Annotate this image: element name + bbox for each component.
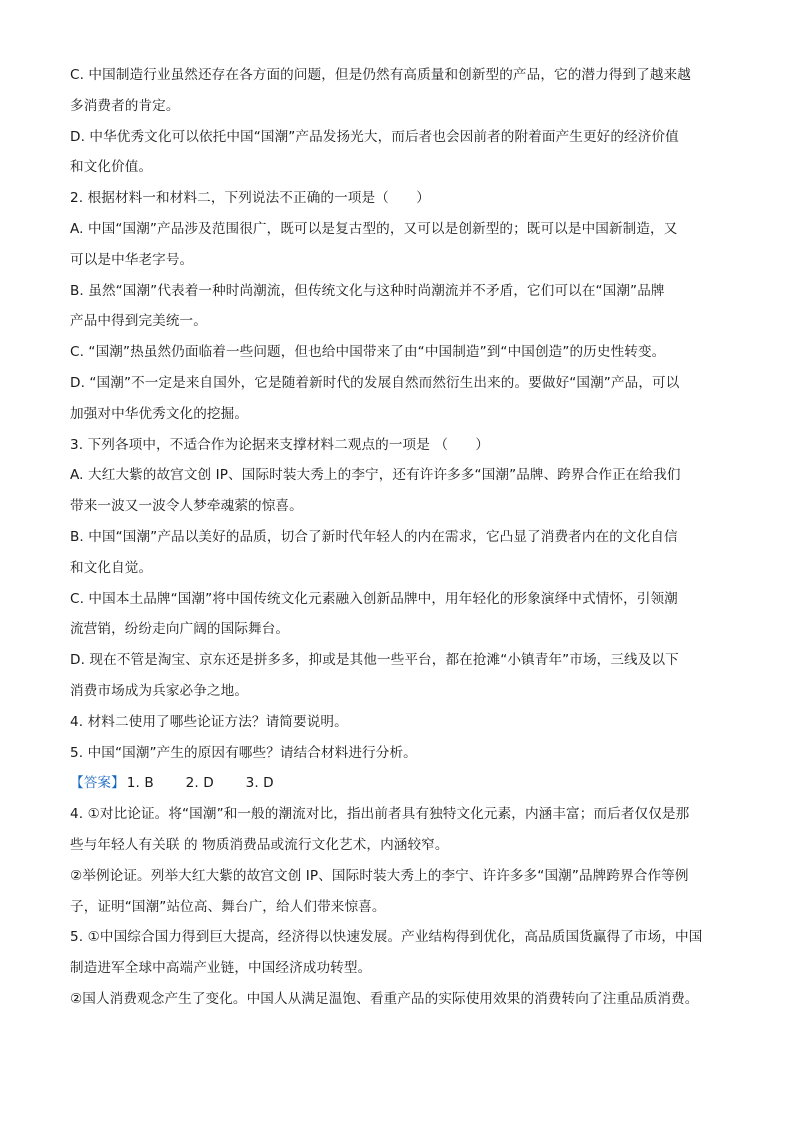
text-line: 消费市场成为兵家必争之地。 — [70, 682, 249, 699]
question-line: 2. 根据材料一和材料二，下列说法不正确的一项是（ ） — [70, 190, 430, 207]
text-line: B. 虽然“国潮”代表着一种时尚潮流，但传统文化与这种时尚潮流并不矛盾，它们可以在“国潮”品牌 — [70, 282, 665, 299]
text-line: 多消费者的肯定。 — [70, 97, 180, 114]
question-line: 4. 材料二使用了哪些论证方法？请简要说明。 — [70, 713, 348, 730]
text-line: D. “国潮”不一定是来自国外，它是随着新时代的发展自然而然衍生出来的。要做好“国潮”产品，可以 — [70, 374, 680, 391]
answer-text-line: 4. ①对比论证。将“国潮”和一般的潮流对比，指出前者具有独特文化元素，内涵丰富；而后者仅仅是那 — [70, 806, 690, 823]
answer-value: 1. B 2. D 3. D — [126, 775, 274, 792]
text-line: C. “国潮”热虽然仍面临着一些问题，但也给中国带来了由“中国制造”到“中国创造”的历史性转变。 — [70, 344, 666, 361]
answer-line — [70, 768, 720, 799]
answer-text-line: ②国人消费观念产生了变化。中国人从满足温饱、看重产品的实际使用效果的消费转向了注重品质消费。 — [70, 990, 699, 1007]
text-line: 和文化价值。 — [70, 159, 153, 176]
document-page — [70, 60, 720, 1015]
answer-text-line: 子，证明“国潮”站位高、舞台广，给人们带来惊喜。 — [70, 898, 386, 915]
text-line: C. 中国制造行业虽然还存在各方面的问题，但是仍然有高质量和创新型的产品，它的潜力得到了越来越 — [70, 67, 691, 83]
text-line: 和文化自觉。 — [70, 559, 153, 576]
text-line: C. 中国本土品牌“国潮”将中国传统文化元素融入创新品牌中，用年轻化的形象演绎中式情怀，引领潮 — [70, 590, 678, 607]
text-line: 加强对中华优秀文化的挖掘。 — [70, 405, 249, 422]
answer-text-line: 些与年轻人有关联 的 物质消费品或流行文化艺术，内涵较窄。 — [70, 836, 449, 853]
question-line: 5. 中国“国潮”产生的原因有哪些？请结合材料进行分析。 — [70, 744, 417, 761]
text-line: B. 中国“国潮”产品以美好的品质，切合了新时代年轻人的内在需求，它凸显了消费者内在的文化自信 — [70, 528, 678, 545]
text-line: D. 现在不管是淘宝、京东还是拼多多，抑或是其他一些平台，都在抢滩“小镇青年”市场，三线及以下 — [70, 652, 679, 669]
text-line: 可以是中华老字号。 — [70, 251, 194, 268]
text-line: A. 中国“国潮”产品涉及范围很广，既可以是复古型的，又可以是创新型的；既可以是中国新制造，又 — [70, 220, 678, 237]
text-line: 产品中得到完美统一。 — [70, 313, 207, 330]
text-line: 流营销，纷纷走向广阔的国际舞台。 — [70, 621, 290, 638]
text-line: D. 中华优秀文化可以依托中国“国潮”产品发扬光大，而后者也会因前者的附着面产生更好的经济价值 — [70, 128, 679, 145]
answer-tag: 【答案】 — [70, 775, 125, 792]
text-line: 带来一波又一波令人梦牵魂萦的惊喜。 — [70, 498, 303, 515]
text-line: A. 大红大紫的故宫文创 IP、国际时装大秀上的李宁，还有许许多多“国潮”品牌、跨界合作正在给我们 — [70, 467, 681, 484]
question-line: 3. 下列各项中，不适合作为论据来支撑材料二观点的一项是 （ ） — [70, 436, 490, 453]
answer-text-line: ②举例论证。列举大红大紫的故宫文创 IP、国际时装大秀上的李宁、许许多多“国潮”品牌跨界合作等例 — [70, 867, 689, 884]
answer-text-line: 5. ①中国综合国力得到巨大提高，经济得以快速发展。产业结构得到优化，高品质国货赢得了市场，中国 — [70, 929, 703, 946]
answer-text-line: 制造进军全球中高端产业链，中国经济成功转型。 — [70, 960, 372, 977]
